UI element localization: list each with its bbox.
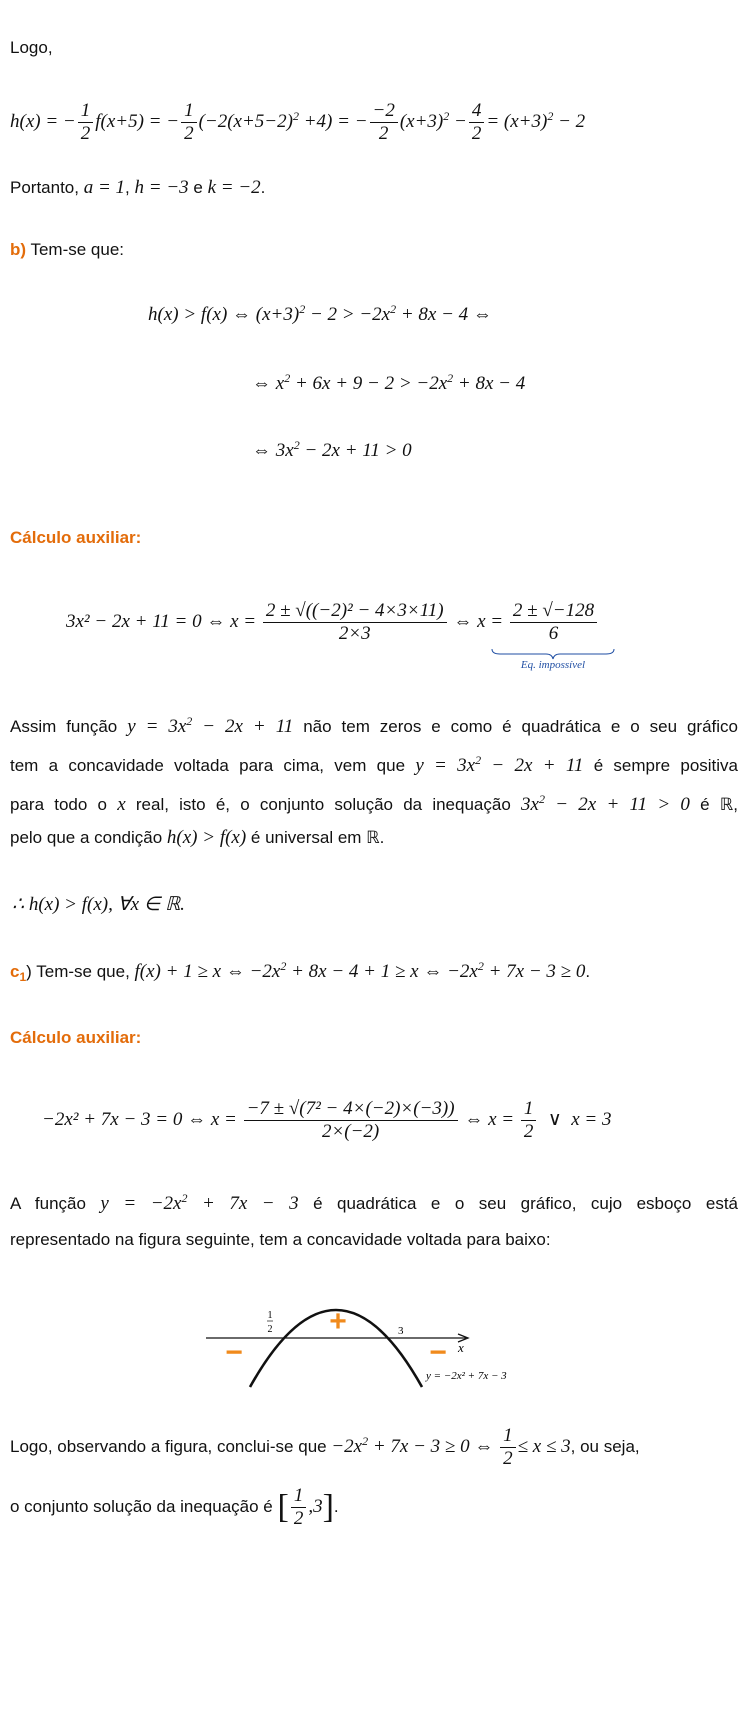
- intro-text: Logo,: [10, 38, 53, 57]
- part-c1-line: $c_1$) Tem-se que, f(x) + 1 ≥ x ⇔ $-2x^2 + 8x - 4 + 1 \ge x$ ⇔ $-2x^2 + 7x - 3 \ge 0$.: [10, 959, 591, 984]
- x-axis-label: x: [458, 1340, 464, 1355]
- aux2-equation: −2x² + 7x − 3 = 0 ⇔ x = $\frac{\text{−7 ± √(7² − 4×(−2)×(−3))}}{2\times(-2)}$ ⇔ x = $\frac{1}{2}$ ∨ x = 3: [42, 1098, 612, 1143]
- aux1-equation: 3x² − 2x + 11 = 0 ⇔ x = $\frac{\text{2 ± √((−2)² − 4×3×11)}}{2\times 3}$ ⇔ x = $\frac{2 \pm √-128}{6}$: [66, 592, 599, 652]
- aux2-heading: Cálculo auxiliar:: [10, 1028, 142, 1047]
- root-half-num: 1: [267, 1310, 273, 1321]
- logo-line1: Logo, observando a figura, conclui-se que $-2x^2 + 7x - 3 \ge 0$ ⇔ $\frac{1}{2}$ ≤ x ≤ 3, ou seja,: [10, 1425, 640, 1470]
- funcao-line2: representado na figura seguinte, tem a concavidade voltada para baixo:: [10, 1230, 551, 1249]
- aux1-heading: Cálculo auxiliar:: [10, 528, 142, 547]
- sign-minus-left: −: [225, 1336, 243, 1369]
- funcao-line1: A função $y = -2x^2 + 7x - 3$ é quadrática e o seu gráfico, cujo esboço está: [10, 1191, 739, 1214]
- aux1-result-frac: $\frac{2 \pm √-128}{6}$: [510, 600, 597, 645]
- ineq-b-line3: ⇔ $3x^2 - 2x + 11 > 0$: [252, 438, 412, 461]
- ineq-b-line2: ⇔ $x^2 + 6x + 9 - 2 > -2x^2 + 8x - 4$: [252, 371, 526, 394]
- assim-line1: Assim função $y = 3x^2 - 2x + 11$ não tem zeros e como é quadrática e o seu gráfico: [10, 714, 739, 737]
- eq-impossivel-note: Eq. impossível: [520, 659, 586, 671]
- portanto-line: Portanto, a = 1, h = −3 e k = −2.: [10, 177, 266, 198]
- equation-h: h(x) = − $\frac{1}{2}$ f(x+5) = − $\frac{1}{2}$ $(-2(x+5-2)^2 +4)$ = − $\frac{-2}{2}$ $(x+3)^2$ − $\frac{4}{2}$ = $(x+3)^2 - 2$: [10, 100, 586, 145]
- root-three-label: 3: [398, 1325, 404, 1337]
- parabola-figure: [200, 1290, 540, 1400]
- curve-label: y = −2x² + 7x − 3: [426, 1370, 507, 1382]
- sign-minus-right: −: [429, 1336, 447, 1369]
- root-half-den: 2: [267, 1324, 273, 1335]
- conclusion-b: ∴ h(x) > f(x), ∀x ∈ ℝ.: [12, 894, 185, 915]
- part-b-heading: b) Tem-se que:: [10, 240, 125, 259]
- ineq-b-line1: h(x) > f(x) ⇔ $(x+3)^2 - 2 > -2x^2 + 8x - 4$ ⇔: [148, 302, 492, 325]
- sign-plus-middle: +: [329, 1305, 347, 1338]
- logo-line2: o conjunto solução da inequação é [ $\frac{1}{2}$ ,3].: [10, 1485, 339, 1530]
- assim-line2: tem a concavidade voltada para cima, vem que $y = 3x^2 - 2x + 11$ é sempre positiva: [10, 753, 739, 776]
- assim-line3: para todo o x real, isto é, o conjunto solução da inequação $3x^2 - 2x + 11 > 0$ é ℝ,: [10, 792, 738, 815]
- assim-line4: pelo que a condição h(x) > f(x) é universal em ℝ.: [10, 827, 385, 848]
